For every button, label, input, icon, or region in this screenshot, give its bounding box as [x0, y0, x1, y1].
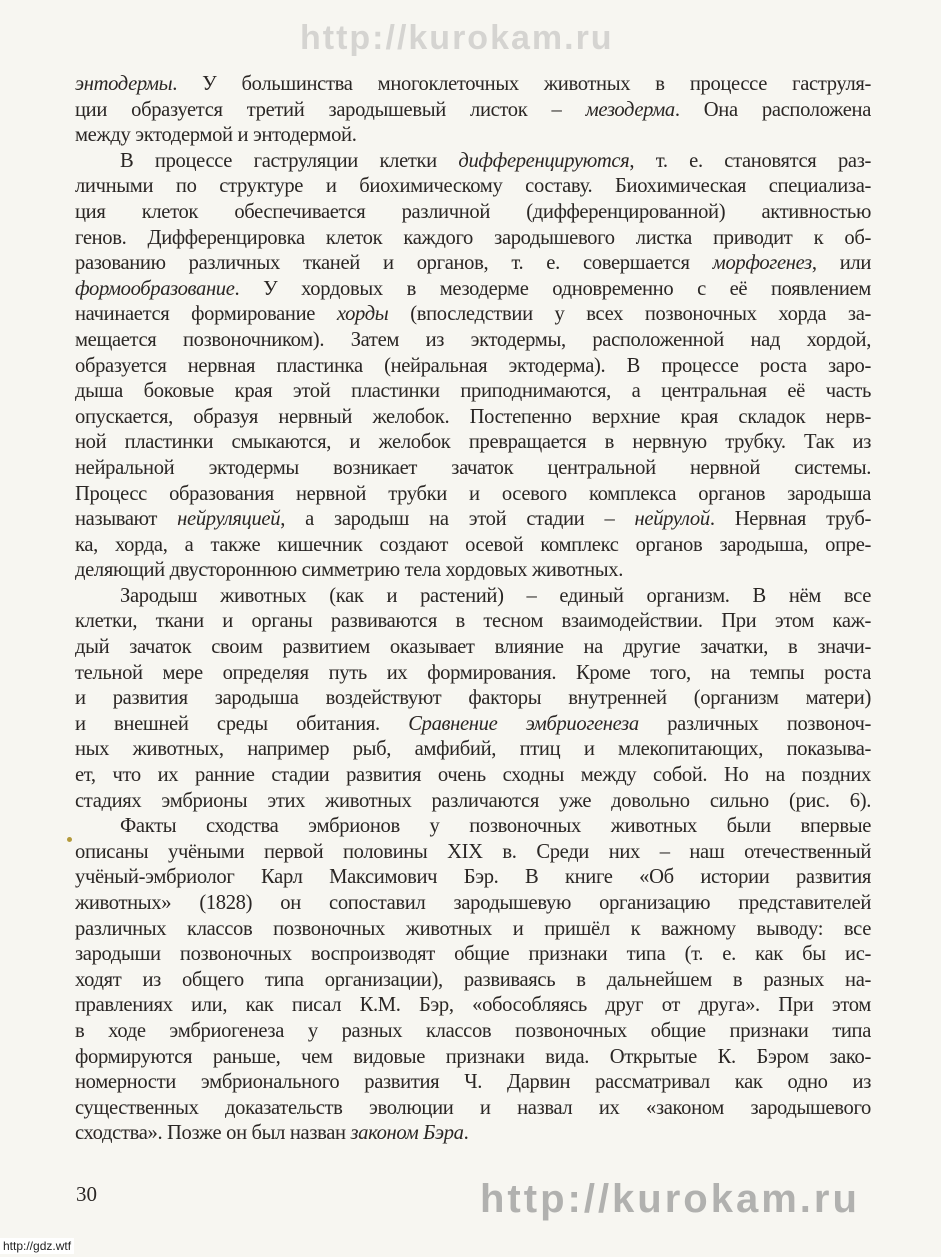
- text-line: [75, 405, 871, 431]
- text-segment: (впоследствии у всех позвоночных хорда за-: [388, 303, 871, 326]
- text-line: [75, 840, 871, 866]
- text-segment: сходства». Позже он был назван: [75, 1122, 351, 1145]
- text-segment: генов. Дифференцировка клеток каждого зародышевого листка приводит к об-: [75, 226, 871, 249]
- text-line: [75, 1121, 871, 1147]
- text-line: [75, 98, 871, 124]
- text-segment: Процесс образования нервной трубки и осевого комплекса органов зародыша: [75, 482, 871, 505]
- footer-site-label: http://gdz.wtf: [0, 1238, 74, 1254]
- text-segment: стадиях эмбрионы этих животных различаются уже довольно сильно (рис. 6).: [75, 789, 871, 812]
- text-line: [75, 1019, 871, 1045]
- text-line: [75, 72, 871, 98]
- text-segment: .: [463, 1122, 469, 1145]
- page-number: 30: [76, 1182, 97, 1206]
- text-segment: ка, хорда, а также кишечник создают осевой комплекс органов зародыша, опре-: [75, 533, 871, 556]
- text-segment: Зародыш животных (как и растений) – единый организм. В нём все: [120, 584, 871, 607]
- text-segment: различных классов позвоночных животных и пришёл к важному выводу: все: [75, 917, 871, 940]
- text-line: [75, 482, 871, 508]
- text-line: [75, 379, 871, 405]
- text-line: [75, 891, 871, 917]
- text-segment: существенных доказательств эволюции и назвал их «законом зародышевого: [75, 1096, 871, 1119]
- text-segment: ции образуется третий зародышевый листок –: [75, 98, 586, 121]
- text-segment: ция клеток обеспечивается различной (дифференцированной) активностью: [75, 200, 871, 223]
- text-segment: и развития зародыша воздействуют факторы внутренней (организм матери): [75, 687, 871, 710]
- text-line: [75, 533, 871, 559]
- text-segment: дыша боковые края этой пластинки приподнимаются, а центральная её часть: [75, 380, 871, 403]
- text-segment: мещается позвоночником). Затем из эктодермы, расположенной над хордой,: [75, 328, 871, 351]
- text-line: [75, 123, 871, 149]
- text-line: [75, 149, 871, 175]
- text-line: [75, 712, 871, 738]
- text-segment: номерности эмбрионального развития Ч. Дарвин рассматривал как одно из: [75, 1071, 871, 1094]
- text-segment: между эктодермой и энтодермой.: [75, 124, 357, 147]
- text-segment: . У большинства многоклеточных животных в процессе гаструля-: [172, 73, 871, 95]
- text-segment: и внешней среды обитания.: [75, 712, 409, 735]
- text-segment: клетки, ткани и органы развиваются в тесном взаимодействии. При этом каж-: [75, 610, 871, 633]
- text-line: [75, 354, 871, 380]
- text-line: [75, 635, 871, 661]
- text-segment: , т. е. становятся раз-: [629, 149, 871, 172]
- text-line: [75, 814, 871, 840]
- text-segment: личными по структуре и биохимическому составу. Биохимическая специализа-: [75, 175, 871, 198]
- watermark-center: http://kurokam.ru: [300, 19, 614, 57]
- text-segment: опускается, образуя нервный желобок. Постепенно верхние края складок нерв-: [75, 405, 871, 428]
- text-segment: . Она расположена: [674, 98, 871, 121]
- text-line: [75, 686, 871, 712]
- text-line: [75, 865, 871, 891]
- text-line: [75, 302, 871, 328]
- text-line: [75, 584, 871, 610]
- text-line: [75, 993, 871, 1019]
- text-segment: ходят из общего типа организации), развиваясь в дальнейшем в разных на-: [75, 968, 871, 991]
- text-line: [75, 661, 871, 687]
- text-line: [75, 328, 871, 354]
- text-segment: . У хордовых в мезодерме одновременно с её появлением: [234, 277, 871, 300]
- text-line: [75, 226, 871, 252]
- text-segment: формируются раньше, чем видовые признаки вида. Открытые К. Бэром зако-: [75, 1045, 871, 1068]
- italic-term: нейрулой: [634, 508, 710, 531]
- text-segment: разованию различных тканей и органов, т. е. совершается: [75, 252, 713, 275]
- text-line: [75, 609, 871, 635]
- italic-term: хорды: [336, 303, 389, 326]
- margin-mark: [67, 837, 72, 842]
- text-line: [75, 763, 871, 789]
- text-segment: ных животных, например рыб, амфибий, птиц и млекопитающих, показыва-: [75, 738, 871, 761]
- text-line: [75, 200, 871, 226]
- text-segment: дый зачаток своим развитием оказывает влияние на другие зачатки, в значи-: [75, 636, 871, 659]
- text-line: [75, 917, 871, 943]
- text-line: [75, 1045, 871, 1071]
- text-line: [75, 558, 871, 584]
- text-line: [75, 251, 871, 277]
- text-segment: различных позвоноч-: [638, 712, 871, 735]
- italic-term: дифференцируются: [458, 149, 630, 172]
- text-line: [75, 1070, 871, 1096]
- text-segment: ной пластинки смыкаются, и желобок превращается в нервную трубку. Так из: [75, 431, 871, 454]
- text-segment: правлениях или, как писал К.М. Бэр, «обособляясь друг от друга». При этом: [75, 994, 871, 1017]
- text-segment: , или: [811, 252, 871, 275]
- text-line: [75, 789, 871, 815]
- text-segment: нейральной эктодермы возникает зачаток центральной нервной системы.: [75, 456, 871, 479]
- text-segment: в ходе эмбриогенеза у разных классов позвоночных общие признаки типа: [75, 1019, 871, 1042]
- text-segment: животных» (1828) он сопоставил зародышевую организацию представителей: [75, 892, 871, 914]
- text-segment: , а зародыш на этой стадии –: [280, 508, 635, 531]
- text-segment: описаны учёными первой половины XIX в. Среди них – наш отечественный: [75, 840, 871, 863]
- text-segment: начинается формирование: [75, 303, 337, 326]
- watermark-bottom: http://kurokam.ru: [480, 1177, 860, 1221]
- italic-term: энтодермы: [75, 73, 173, 95]
- text-segment: называют: [75, 508, 178, 531]
- text-segment: Факты сходства эмбрионов у позвоночных животных были впервые: [120, 815, 871, 838]
- body-text: [75, 72, 871, 1147]
- text-line: [75, 277, 871, 303]
- text-segment: тельной мере определяя путь их формирования. Кроме того, на темпы роста: [75, 661, 871, 684]
- text-line: [75, 942, 871, 968]
- text-segment: . Нервная труб-: [709, 508, 871, 531]
- italic-term: законом Бэра: [350, 1122, 464, 1145]
- text-line: [75, 507, 871, 533]
- text-segment: В процессе гаструляции клетки: [120, 149, 459, 172]
- italic-term: мезодерма: [585, 98, 675, 121]
- text-line: [75, 174, 871, 200]
- text-line: [75, 1096, 871, 1122]
- italic-term: нейруляцией: [177, 508, 281, 531]
- italic-term: Сравнение эмбриогенеза: [408, 712, 639, 735]
- text-line: [75, 430, 871, 456]
- text-segment: зародыши позвоночных воспроизводят общие признаки типа (т. е. как бы ис-: [75, 943, 871, 966]
- text-line: [75, 456, 871, 482]
- text-line: [75, 968, 871, 994]
- text-segment: деляющий двустороннюю симметрию тела хордовых животных.: [75, 559, 624, 582]
- text-segment: образуется нервная пластинка (нейральная эктодерма). В процессе роста заро-: [75, 354, 871, 377]
- italic-term: формообразование: [75, 277, 235, 300]
- text-line: [75, 737, 871, 763]
- text-segment: учёный-эмбриолог Карл Максимович Бэр. В книге «Об истории развития: [75, 866, 871, 889]
- italic-term: морфогенез: [712, 252, 812, 275]
- text-segment: ет, что их ранние стадии развития очень сходны между собой. Но на поздних: [75, 764, 871, 787]
